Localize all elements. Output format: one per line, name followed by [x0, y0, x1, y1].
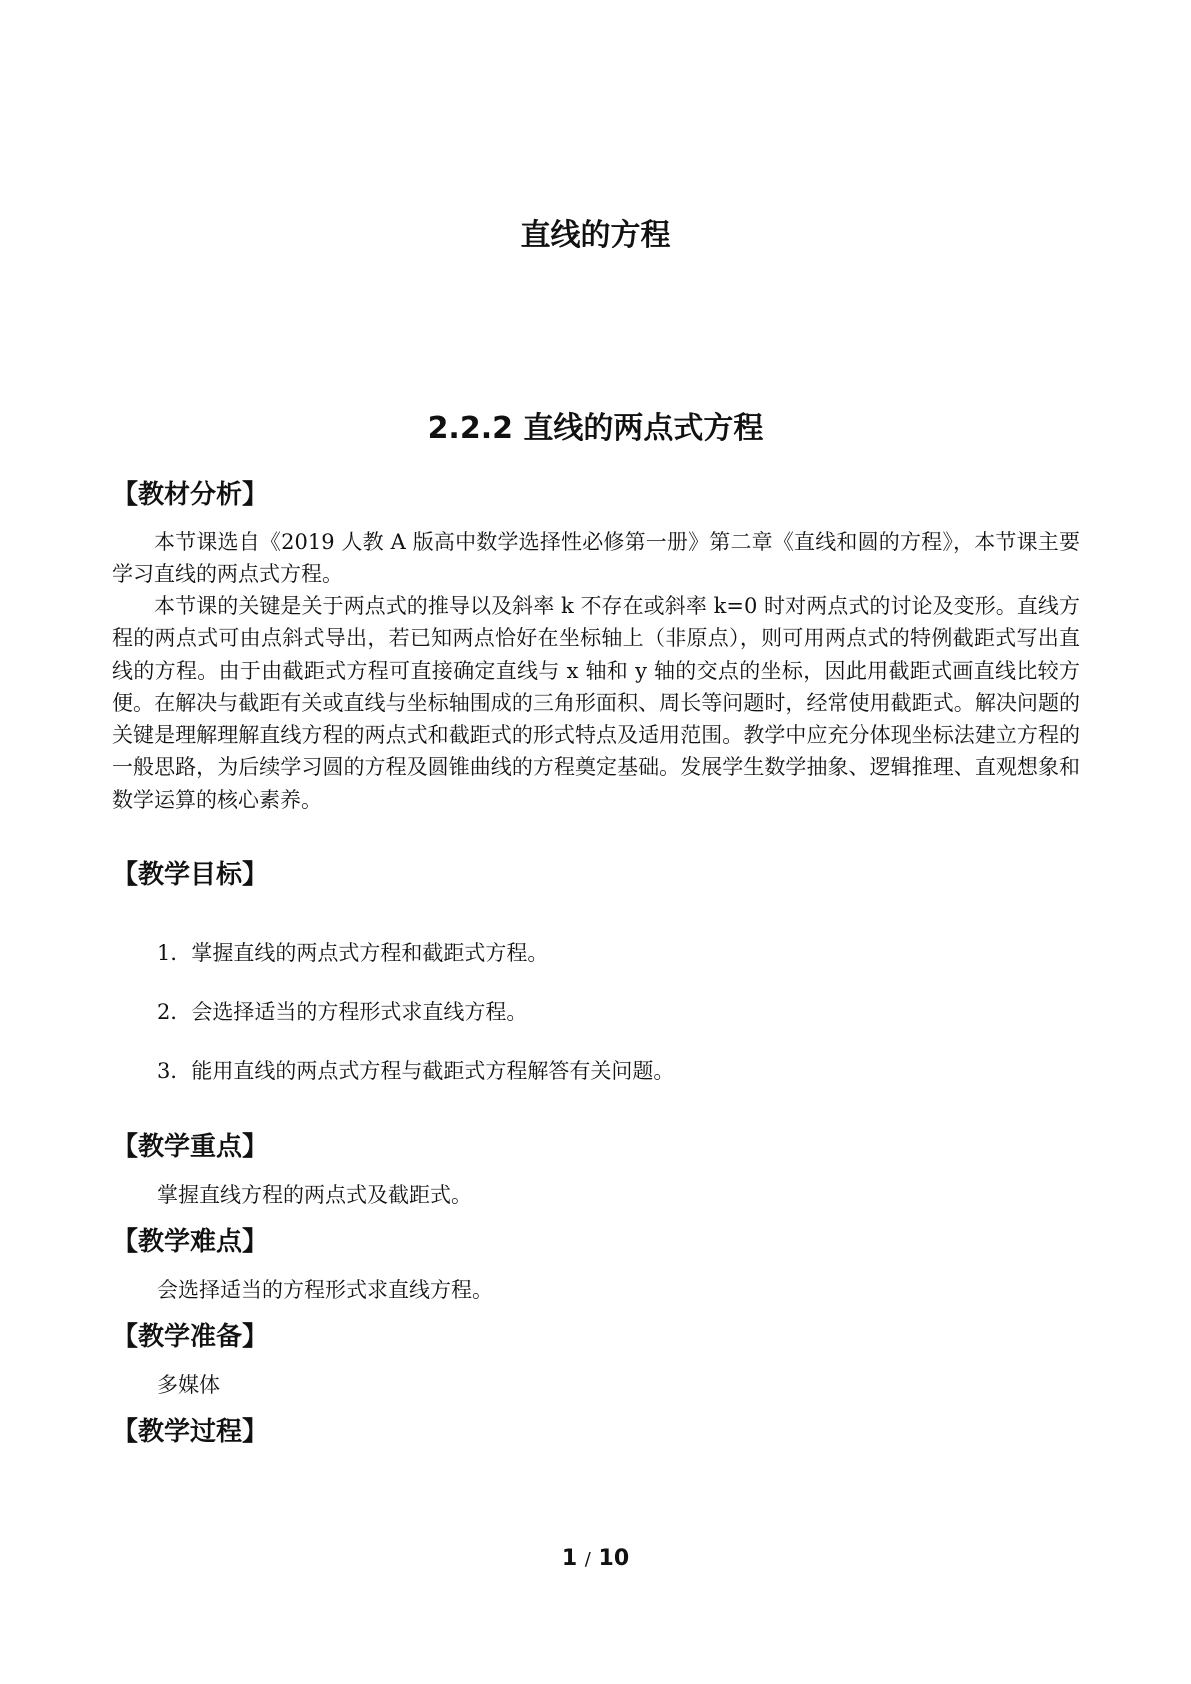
goal-item-3: 3．能用直线的两点式方程与截距式方程解答有关问题。: [157, 1059, 675, 1083]
page-separator: /: [584, 1549, 591, 1570]
heading-analysis: 【教材分析】: [112, 480, 269, 510]
current-page-number: 1: [561, 1546, 578, 1571]
goal-item-1: 1．掌握直线的两点式方程和截距式方程。: [157, 941, 549, 965]
total-page-count: 10: [598, 1546, 630, 1571]
preparation-text: 多媒体: [157, 1373, 220, 1397]
difficulties-text: 会选择适当的方程形式求直线方程。: [157, 1278, 493, 1302]
page-number: [0, 1544, 1191, 1575]
section-title: 2.2.2 直线的两点式方程: [427, 410, 764, 446]
goal-item-2: 2．会选择适当的方程形式求直线方程。: [157, 1000, 528, 1024]
heading-difficulties: 【教学难点】: [112, 1227, 269, 1257]
heading-goals: 【教学目标】: [112, 860, 269, 890]
key-points-text: 掌握直线方程的两点式及截距式。: [157, 1183, 472, 1207]
heading-process: 【教学过程】: [112, 1417, 269, 1447]
heading-preparation: 【教学准备】: [112, 1322, 269, 1352]
analysis-paragraph-2: 本节课的关键是关于两点式的推导以及斜率 k 不存在或斜率 k=0 时对两点式的讨论及变形。直线方程的两点式可由点斜式导出，若已知两点恰好在坐标轴上（非原点），则可用两点式的特例截距式写出直线的方程。由于由截距式方程可直接确定直线与 x 轴和 y 轴的交点的坐标，因此用截距式画直线比较方便。在解决与截距有关或直线与坐标轴围成的三角形面积、周长等问题时，经常使用截距式。解决问题的关键是理解理解直线方程的两点式和截距式的形式特点及适用范围。教学中应充分体现坐标法建立方程的一般思路，为后续学习圆的方程及圆锥曲线的方程奠定基础。发展学生数学抽象、逻辑推理、直观想象和数学运算的核心素养。: [112, 594, 1080, 812]
analysis-paragraph-1: 本节课选自《2019 人教 A 版高中数学选择性必修第一册》第二章《直线和圆的方程》，本节课主要学习直线的两点式方程。: [112, 530, 1080, 587]
heading-key-points: 【教学重点】: [112, 1132, 269, 1162]
document-title: 直线的方程: [520, 218, 671, 254]
